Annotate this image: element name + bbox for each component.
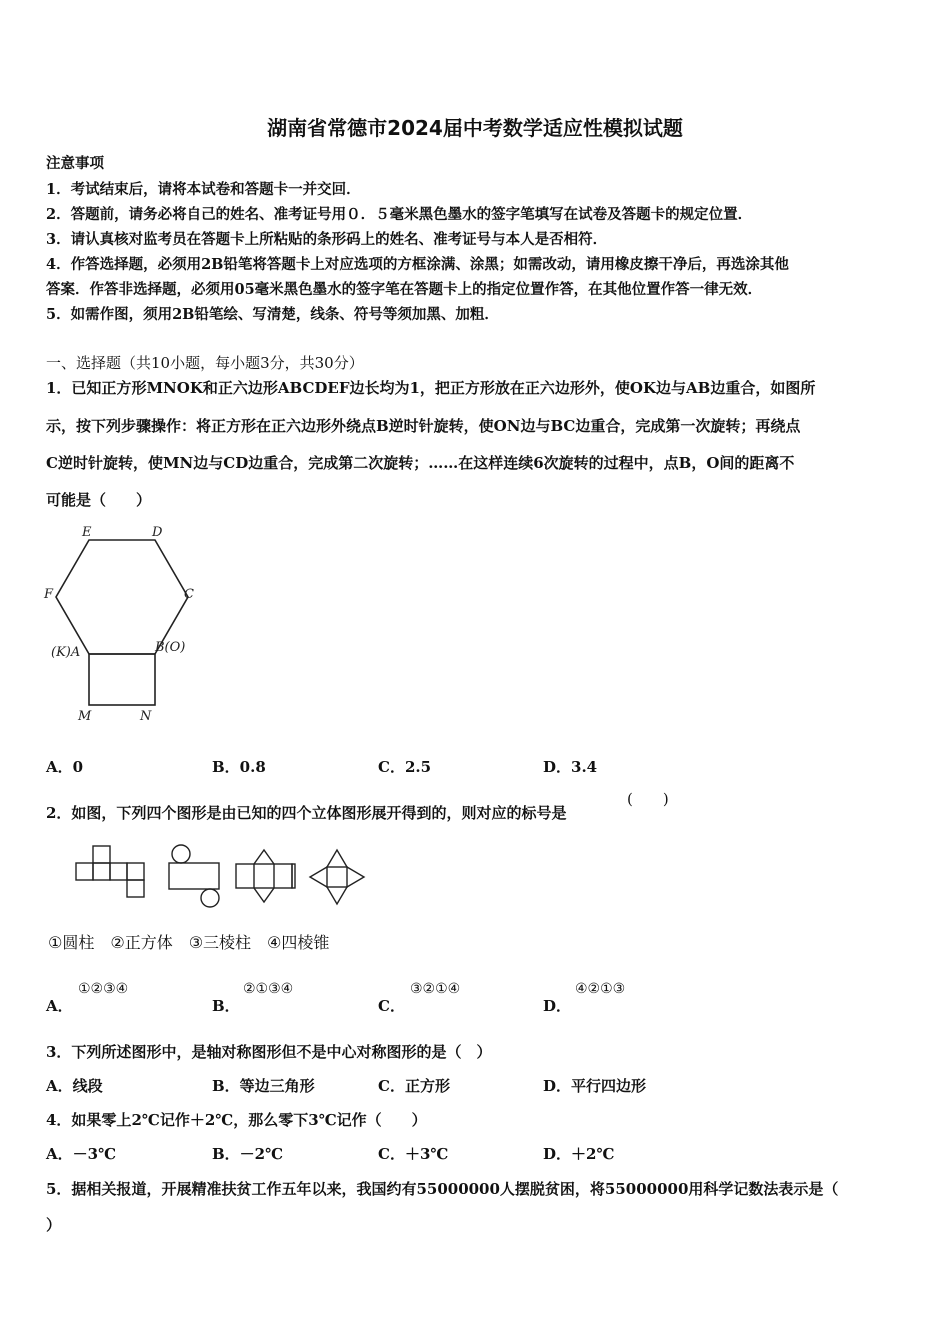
- label-N: N: [140, 709, 152, 724]
- note-line: 5．如需作图，须用2B铅笔绘、写清楚，线条、符号等须加黑、加粗．: [46, 306, 499, 323]
- note-line: 4．作答选择题，必须用2B铅笔将答题卡上对应选项的方框涂满、涂黑；如需改动，请用橡皮擦干净后，再选涂其他: [46, 256, 789, 273]
- q1-line: 示，按下列步骤操作：将正方形在正六边形外绕点B逆时针旋转，使ON边与BC边重合，完成第一次旋转；再绕点: [46, 417, 801, 435]
- q5-line: 5．据相关报道，开展精准扶贫工作五年以来，我国约有55000000人摆脱贫困，将55000000用科学记数法表示是（: [46, 1180, 839, 1198]
- q1-option-c: C．2.5: [378, 758, 432, 776]
- q1-line: 可能是（ ）: [46, 491, 152, 509]
- note-line: 1．考试结束后，请将本试卷和答题卡一并交回．: [46, 181, 361, 198]
- note-line: 2．答题前，请务必将自己的姓名、准考证号用０．５毫米黑色墨水的签字笔填写在试卷及答题卡的规定位置．: [46, 206, 753, 223]
- q2-paren: ( ): [627, 790, 669, 808]
- label-F: F: [44, 587, 54, 602]
- label-D: D: [152, 525, 163, 540]
- q2-option-c-value: ③②①④: [410, 981, 461, 997]
- q4-option-c: C．＋3℃: [378, 1145, 449, 1163]
- q1-line: C逆时针旋转，使MN边与CD边重合，完成第二次旋转；……在这样连续6次旋转的过程中，点B，O间的距离不: [46, 454, 795, 472]
- pyramid-net: [310, 850, 364, 904]
- q2-text: 2．如图，下列四个图形是由已知的四个立体图形展开得到的，则对应的标号是: [46, 804, 567, 822]
- q4-text: 4．如果零上2℃记作＋2℃，那么零下3℃记作（ ）: [46, 1111, 427, 1129]
- q4-option-a: A．－3℃: [46, 1145, 117, 1163]
- q1-option-b: B．0.8: [212, 758, 266, 776]
- cube-net: [76, 846, 144, 897]
- q2-option-b-value: ②①③④: [243, 981, 294, 997]
- q2-option-c-letter: C．: [378, 997, 405, 1015]
- q3-option-d: D．平行四边形: [543, 1077, 647, 1095]
- q3-option-a: A．线段: [46, 1077, 103, 1095]
- q2-option-a-value: ①②③④: [78, 981, 129, 997]
- q3-option-b: B．等边三角形: [212, 1077, 315, 1095]
- note-line: 3．请认真核对监考员在答题卡上所粘贴的条形码上的姓名、准考证号与本人是否相符．: [46, 231, 608, 248]
- prism-net: [236, 850, 295, 902]
- q3-text: 3．下列所述图形中，是轴对称图形但不是中心对称图形的是（ ）: [46, 1043, 492, 1061]
- page-title: 湖南省常德市2024届中考数学适应性模拟试题: [267, 116, 683, 140]
- q1-option-a: A．0: [46, 758, 84, 776]
- label-BO: B(O): [155, 640, 186, 655]
- label-C: C: [184, 587, 194, 602]
- q1-line: 1．已知正方形MNOK和正六边形ABCDEF边长均为1，把正方形放在正六边形外，使OK边与AB边重合，如图所: [46, 379, 816, 397]
- label-M: M: [78, 709, 92, 724]
- label-KA: (K)A: [51, 645, 81, 660]
- cylinder-net: [169, 845, 219, 907]
- hexagon-shape: [56, 540, 188, 654]
- q2-option-b-letter: B．: [212, 997, 240, 1015]
- q3-option-c: C．正方形: [378, 1077, 450, 1095]
- q4-option-d: D．＋2℃: [543, 1145, 615, 1163]
- section-heading: 一、选择题（共10小题，每小题3分，共30分）: [46, 354, 364, 372]
- q2-option-d-value: ④②①③: [575, 981, 626, 997]
- q2-nets-figure: [70, 842, 380, 912]
- q2-legend: ①圆柱 ②正方体 ③三棱柱 ④四棱锥: [48, 933, 330, 952]
- q2-option-d-letter: D．: [543, 997, 572, 1015]
- q1-hexagon-figure: [40, 520, 210, 730]
- square-shape: [89, 654, 155, 705]
- q4-option-b: B．－2℃: [212, 1145, 284, 1163]
- q5-line: ）: [46, 1216, 62, 1234]
- q2-option-a-letter: A．: [46, 997, 73, 1015]
- label-E: E: [82, 525, 92, 540]
- q1-option-d: D．3.4: [543, 758, 598, 776]
- note-line: 答案．作答非选择题，必须用05毫米黑色墨水的签字笔在答题卡上的指定位置作答，在其他位置作答一律无效．: [46, 281, 763, 298]
- notes-heading: 注意事项: [46, 155, 104, 172]
